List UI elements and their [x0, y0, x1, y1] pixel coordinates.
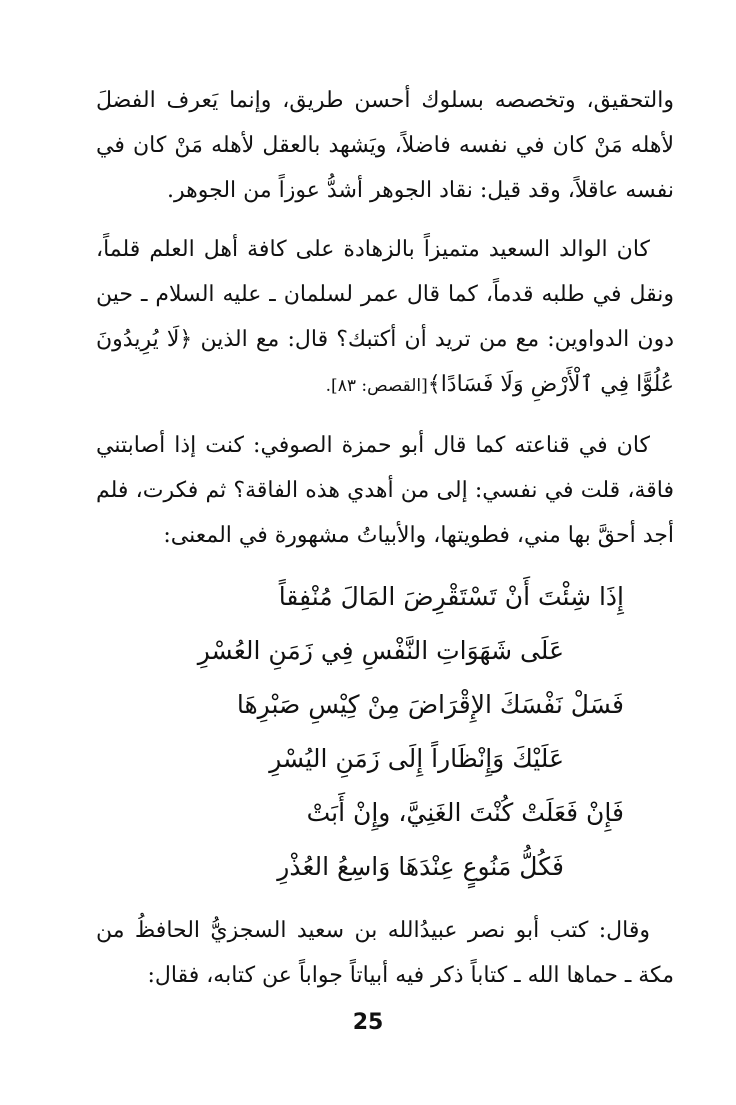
paragraph-intro-text: والتحقيق، وتخصصه بسلوك أحسن طريق، وإنما يَعرف الفضلَ لأهله مَنْ كان في نفسه فاضلاً، ويَشهد بالعقل لأهله مَنْ كان في نفسه عاقلاً، وقد قيل: نقاد الجوهر أشدُّ عوزاً من الجوهر. — [96, 88, 674, 203]
paragraph-asceticism-text: كان الوالد السعيد متميزاً بالزهادة على كافة أهل العلم قلماً، ونقل في طلبه قدماً، كما قال عمر لسلمان ـ عليه السلام ـ حين دون الدواوين: مع من تريد أن أكتبك؟ قال: مع الذين ﴿لَا يُرِيدُونَ عُلُوًّا فِي ٱلْأَرْضِ وَلَا فَسَادًا﴾ — [96, 237, 674, 397]
poem-verse: عَلَى شَهَوَاتِ النَّفْسِ فِي زَمَنِ العُسْرِ — [197, 636, 564, 665]
poem-verse: فَسَلْ نَفْسَكَ الإِقْرَاضَ مِنْ كِيْسِ صَبْرِهَا — [236, 690, 624, 719]
paragraph-closing: وقال: كتب أبو نصر عبيدُالله بن سعيد السجزيُّ الحافظُ من مكة ـ حماها الله ـ كتاباً ذكر فيه أبياتاً جواباً عن كتابه، فقال: — [96, 918, 674, 988]
poem-verse: عَلَيْكَ وَإِنْظَاراً إِلَى زَمَنِ اليُسْرِ — [269, 744, 564, 773]
page-number: 25 — [352, 1010, 384, 1035]
poem-verse: إِذَا شِئْتَ أَنْ تَسْتَقْرِضَ المَالَ مُنْفِقاً — [278, 582, 624, 611]
paragraph-contentment — [96, 423, 674, 558]
paragraph-intro — [96, 78, 674, 213]
paragraph-asceticism — [96, 227, 674, 409]
poem-verse: فَإِنْ فَعَلَتْ كُنْتَ الغَنِيَّ، وإِنْ أَبَتْ — [306, 798, 624, 827]
paragraph-contentment-text: كان في قناعته كما قال أبو حمزة الصوفي: كنت إذا أصابتني فاقة، قلت في نفسي: إلى من أهدي هذه الفاقة؟ ثم فكرت، فلم أجد أحقَّ بها مني، فطويتها، والأبياتُ مشهورة في المعنى: — [96, 433, 674, 548]
quran-citation: [القصص: ٨٣]. — [325, 376, 428, 396]
body-text — [96, 78, 674, 572]
poem — [96, 570, 674, 894]
closing-text — [96, 908, 674, 1012]
poem-verse: فَكُلُّ مَنُوعٍ عِنْدَهَا وَاسِعُ العُذْرِ — [277, 852, 564, 881]
